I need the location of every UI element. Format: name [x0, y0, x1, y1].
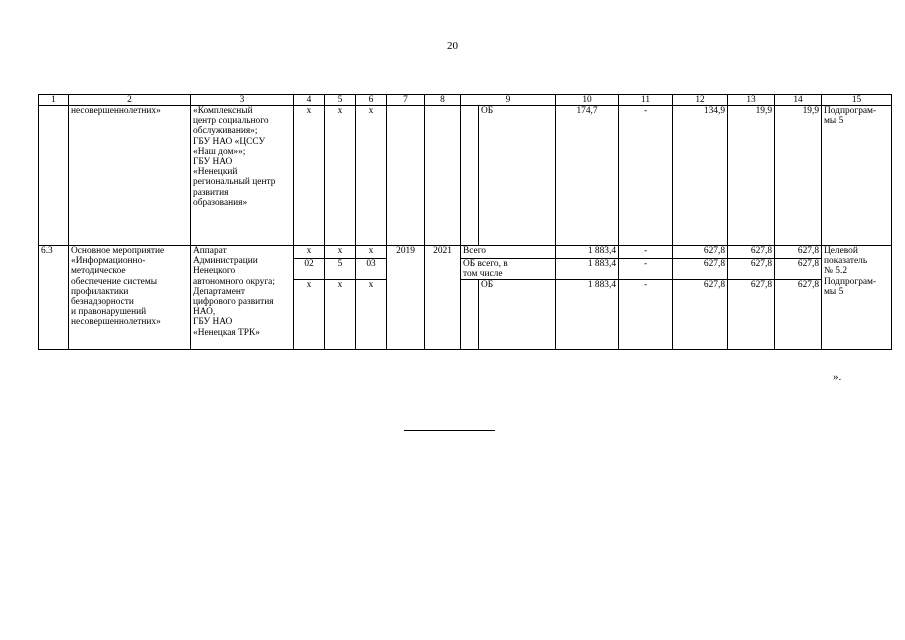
col-header: 3	[191, 95, 294, 106]
cell-col11: -	[619, 259, 673, 280]
cell-grbs: 02	[294, 259, 325, 280]
cell-total: 174,7	[556, 106, 619, 246]
cell-col14: 627,8	[775, 246, 822, 259]
cell-section: 5	[325, 259, 356, 280]
page-number: 20	[447, 40, 458, 52]
cell-col12: 134,9	[673, 106, 728, 246]
cell-event-name: Основное мероприятие «Информационно- методическое обеспечение системы профилактики безнадзорности и правонарушений несовершеннолетних»	[69, 246, 191, 350]
col-header: 8	[425, 95, 461, 106]
cell-col12: 627,8	[673, 280, 728, 350]
cell-col11: -	[619, 106, 673, 246]
col-header: 5	[325, 95, 356, 106]
table-row	[39, 246, 892, 259]
cell-col13: 627,8	[728, 280, 775, 350]
cell-total: 1 883,4	[556, 280, 619, 350]
cell-total: 1 883,4	[556, 246, 619, 259]
cell-number	[39, 106, 69, 246]
cell-col11: -	[619, 246, 673, 259]
cell-subsection: х	[356, 246, 387, 259]
cell-col12: 627,8	[673, 246, 728, 259]
cell-source: ОБ всего, в том числе	[461, 259, 556, 280]
col-header: 9	[461, 95, 556, 106]
cell-start-year	[387, 106, 425, 246]
cell-subsection: 03	[356, 259, 387, 280]
cell-col12: 627,8	[673, 259, 728, 280]
cell-col13: 627,8	[728, 246, 775, 259]
cell-section: х	[325, 280, 356, 350]
program-table	[38, 94, 892, 350]
cell-col13: 19,9	[728, 106, 775, 246]
cell-col14: 19,9	[775, 106, 822, 246]
cell-col14: 627,8	[775, 259, 822, 280]
cell-grbs: х	[294, 106, 325, 246]
cell-source: Всего	[461, 246, 556, 259]
col-header: 6	[356, 95, 387, 106]
cell-col13: 627,8	[728, 259, 775, 280]
col-header: 14	[775, 95, 822, 106]
cell-subsection: х	[356, 280, 387, 350]
col-header: 7	[387, 95, 425, 106]
col-header: 1	[39, 95, 69, 106]
col-header: 10	[556, 95, 619, 106]
header-row	[39, 95, 892, 106]
cell-indicator: Подпрограм- мы 5	[822, 106, 892, 246]
separator-line	[404, 430, 495, 431]
cell-executor: «Комплексный центр социального обслуживания»; ГБУ НАО «ЦССУ «Наш дом»»; ГБУ НАО «Ненецкий региональный центр развития образования»	[191, 106, 294, 246]
cell-indent	[461, 106, 479, 246]
cell-number: 6.3	[39, 246, 69, 350]
cell-start-year: 2019	[387, 246, 425, 350]
cell-end-year: 2021	[425, 246, 461, 350]
cell-grbs: х	[294, 280, 325, 350]
cell-subsection: х	[356, 106, 387, 246]
cell-indent	[461, 280, 479, 350]
cell-source: ОБ	[479, 280, 556, 350]
cell-source: ОБ	[479, 106, 556, 246]
col-header: 13	[728, 95, 775, 106]
cell-col14: 627,8	[775, 280, 822, 350]
col-header: 2	[69, 95, 191, 106]
cell-event-name: несовершеннолетних»	[69, 106, 191, 246]
cell-col11: -	[619, 280, 673, 350]
col-header: 11	[619, 95, 673, 106]
col-header: 15	[822, 95, 892, 106]
col-header: 4	[294, 95, 325, 106]
cell-section: х	[325, 246, 356, 259]
cell-section: х	[325, 106, 356, 246]
cell-total: 1 883,4	[556, 259, 619, 280]
cell-indicator: Целевой показатель № 5.2 Подпрограм- мы 5	[822, 246, 892, 350]
table-row	[39, 106, 892, 246]
cell-executor: Аппарат Администрации Ненецкого автономного округа; Департамент цифрового развития НАО, ГБУ НАО «Ненецкая ТРК»	[191, 246, 294, 350]
cell-grbs: х	[294, 246, 325, 259]
cell-end-year	[425, 106, 461, 246]
col-header: 12	[673, 95, 728, 106]
closing-quote: ».	[833, 371, 842, 383]
